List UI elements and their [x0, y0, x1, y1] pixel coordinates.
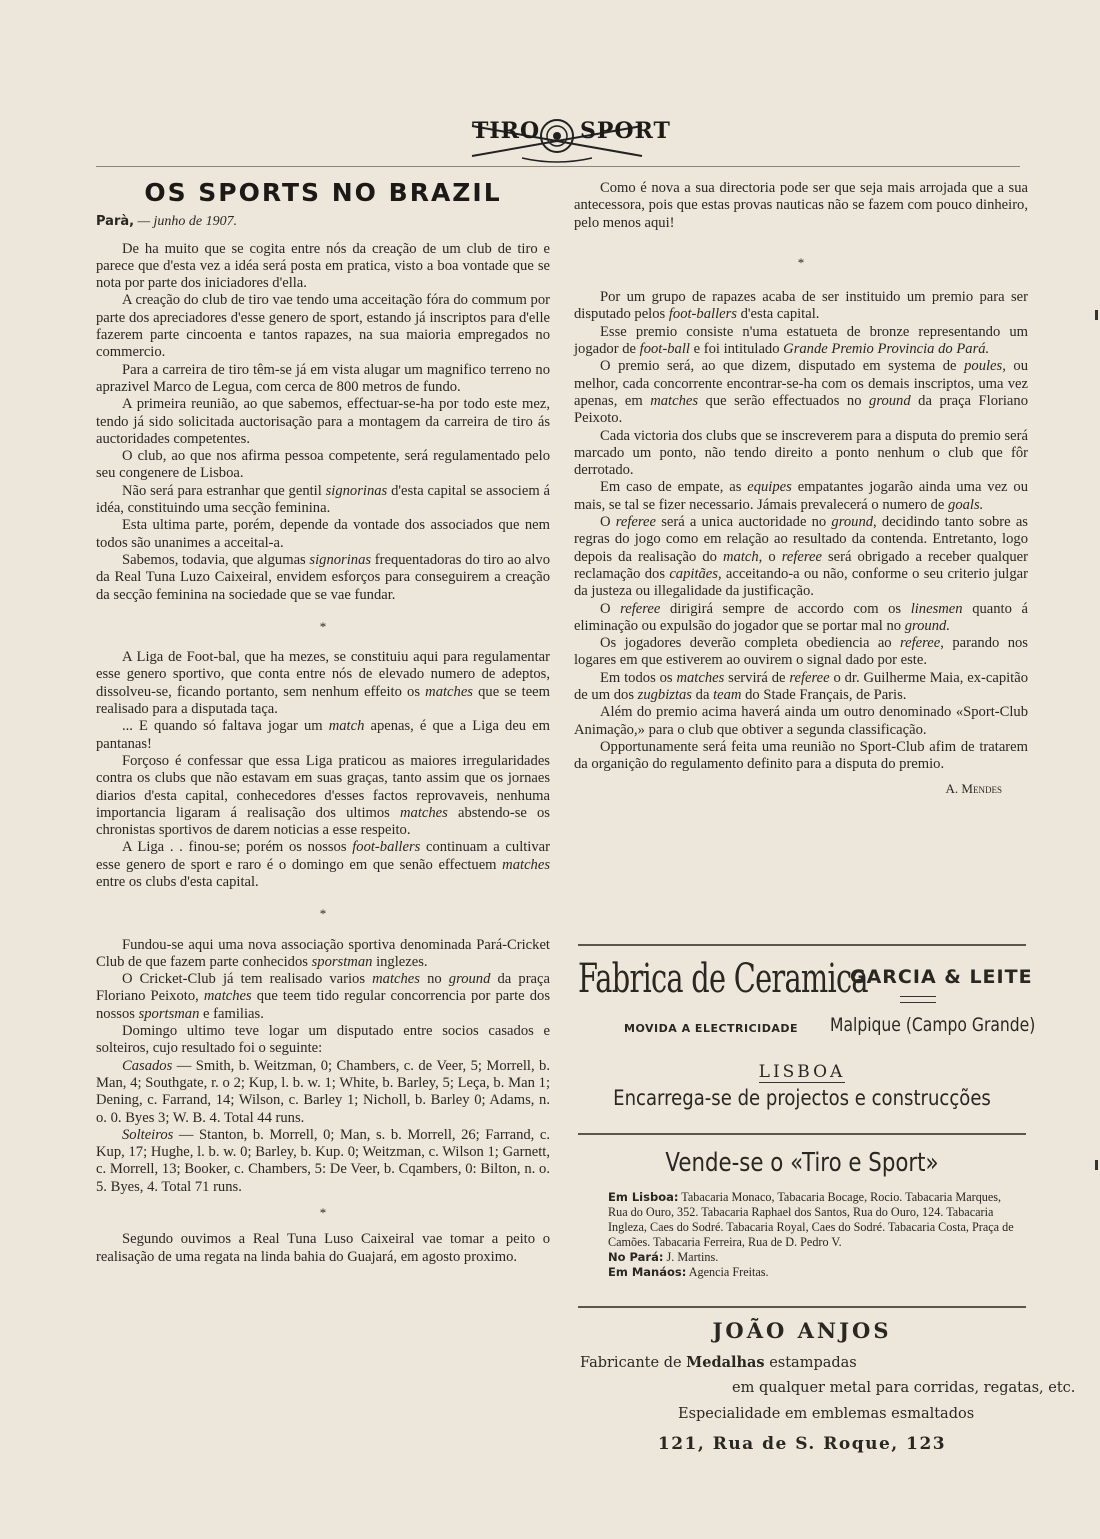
paragraph: Além do premio acima haverá ainda um outro denominado «Sport-Club Animação,» para o club que obtiver a segunda classificação. [574, 704, 1028, 738]
paragraph: Opportunamente será feita uma reunião no Sport-Club afim de tratarem da organição do regulamento definito para a disputa do premio. [574, 738, 1028, 773]
paragraph: O referee será a unica auctoridade no ground, decidindo tanto sobre as regras do jogo como em relação ao resultado da contenda. Entretanto, logo depois da realisação do match, o referee será obrigado a receber qualquer reclamação dos capitães, acceitando-a ou não, conforme o seu criterio julgar da justeza ou illegalidade da justificação. [574, 514, 1029, 600]
ceramica-name: Fabrica de Ceramica [578, 956, 868, 1002]
left-column [96, 180, 550, 1266]
vende-body [608, 1190, 1016, 1280]
anjos-line3: Especialidade em emblemas esmaltados [678, 1406, 975, 1422]
page-edge-mark [1095, 1160, 1098, 1170]
paragraph: De ha muito que se cogita entre nós da creação de um club de tiro e parece que d'esta vez a idéa será posta em pratica, visto a boa vontade que se nota por parte dos iniciadores d'ella. [96, 240, 550, 292]
paragraph: Os jogadores deverão completa obediencia ao referee, parando nos logares em que estiverem ao ouvirem o signal dado por este. [574, 635, 1028, 669]
paragraph: A primeira reunião, ao que sabemos, effectuar-se-ha por todo este mez, tendo já sido solicitada auctorisação para a montagem da carreira de tiro ás auctoridades competentes. [96, 396, 550, 447]
author-signature: A. Mendes [945, 780, 1002, 796]
ad-ceramica [578, 956, 1036, 1126]
paragraph: Não será para estranhar que gentil signorinas d'esta capital se associem á idéa, constituindo uma secção feminina. [96, 482, 550, 517]
ceramica-sub: MOVIDA A ELECTRICIDADE [624, 1022, 799, 1035]
firm-divider [900, 996, 936, 1003]
ad-anjos [578, 1318, 1076, 1468]
paragraph: Esse premio consiste n'uma estatueta de bronze representando um jogador de foot-ball e foi intitulado Grande Premio Provincia do Pará. [574, 323, 1028, 358]
ceramica-tagline: Encarrega-se de projectos e construcções [613, 1086, 991, 1110]
dateline [96, 213, 550, 230]
ad-vende [578, 1148, 1026, 1298]
paragraph: Por um grupo de rapazes acaba de ser instituido um premio para ser disputado pelos foot-ballers d'esta capital. [574, 289, 1028, 323]
section-asterisk: * [319, 1205, 327, 1221]
ceramica-address: Malpique (Campo Grande) [830, 1014, 1036, 1036]
section-asterisk: * [797, 254, 805, 270]
ad-divider [578, 1133, 1026, 1135]
paragraph: Cada victoria dos clubs que se inscreverem para a disputa do premio será marcado um ponto, não tendo direito a ponto nenhum o club que fôr derrotado. [574, 427, 1028, 479]
paragraph: O Cricket-Club já tem realisado varios matches no ground da praça Floriano Peixoto, matches que teem tido regular concorrencia por parte dos nossos sportsman e familias. [96, 971, 550, 1022]
article-title: OS SPORTS NO BRAZIL [144, 178, 502, 207]
ceramica-firm: GARCIA & LEITE [850, 966, 1033, 988]
masthead-emblem [462, 112, 671, 164]
ad-divider [578, 1306, 1026, 1308]
right-column [574, 180, 1028, 797]
ceramica-city: LISBOA [758, 1062, 846, 1082]
ad-divider [578, 944, 1026, 946]
vende-manaos: Em Manáos: Agencia Freitas. [608, 1265, 769, 1279]
paragraph: Como é nova a sua directoria pode ser que seja mais arrojada que a sua antecessora, pois que estas provas nauticas não se fazem com pouco dinheiro, pelo menos aqui! [574, 180, 1028, 231]
dateline-place: Parà, [96, 214, 135, 230]
paragraph: O club, ao que nos afirma pessoa competente, será regulamentado pelo seu congenere de Lisboa. [96, 448, 550, 482]
masthead-tiro: TIRO [472, 118, 541, 144]
paragraph: A Liga . . finou-se; porém os nossos foot-ballers continuam a cultivar esse genero de sport e raro é o domingo em que senão effectuem matches entre os clubs d'esta capital. [96, 839, 550, 890]
masthead-sport: SPORT [580, 118, 671, 144]
header-rule [96, 166, 1020, 167]
paragraph: Sabemos, todavia, que algumas signorinas frequentadoras do tiro ao alvo da Real Tuna Luzo Caixeiral, envidem esforços para conseguirem a creação da secção feminina na sociedade que se vae fundar. [96, 551, 550, 603]
anjos-line2: em qualquer metal para corridas, regatas, etc. [732, 1380, 1076, 1396]
paragraph: A creação do club de tiro vae tendo uma acceitação fóra do commum por parte dos apreciadores d'esse genero de sport, estando já inscriptos para d'elle fazerem parte cincoenta e tantos rapazes, na sua maioria empregados no commercio. [96, 292, 550, 361]
page-edge-mark [1095, 310, 1098, 320]
anjos-title: JOÃO ANJOS [712, 1318, 892, 1343]
section-asterisk: * [319, 618, 327, 634]
paragraph: Esta ultima parte, porém, depende da vontade dos associados que nem todos são unanimes a acceital-a. [96, 517, 550, 551]
vende-lisboa: Em Lisboa: Tabacaria Monaco, Tabacaria Bocage, Rocio. Tabacaria Marques, Rua do Ouro, 352. Tabacaria Raphael dos Santos, Rua do Ouro, 124. Tabacaria Ingleza, Caes do Sodré. Tabacaria Royal, Caes do Sodré. Tabacaria Costa, Praça de Camões. Tabacaria Ferreira, Rua de D. Pedro V. [608, 1190, 1014, 1249]
paragraph: Em todos os matches servirá de referee o dr. Guilherme Maia, ex-capitão de um dos zugbiztas da team do Stade Français, de Paris. [574, 669, 1028, 704]
paragraph: Domingo ultimo teve logar um disputado entre socios casados e solteiros, cujo resultado foi o seguinte: [96, 1023, 550, 1057]
paragraph: Segundo ouvimos a Real Tuna Luso Caixeiral vae tomar a peito o realisação de uma regata na linda bahia do Guajará, em agosto proximo. [96, 1231, 550, 1265]
anjos-address: 121, Rua de S. Roque, 123 [657, 1434, 947, 1454]
paragraph: Forçoso é confessar que essa Liga praticou as maiores irregularidades contra os clubs que não estavam em suas graças, tanto assim que os jornaes diarios d'esta capital, conhecedores d'esses factos reprovaveis, nenhuma importancia ligaram á realisação dos ultimos matches abstendo-se os chronistas sportivos de darem noticias a esse respeito. [96, 752, 550, 839]
paragraph: O referee dirigirá sempre de accordo com os linesmen quanto á eliminação ou expulsão do jogador que se portar mal no ground. [574, 600, 1028, 634]
paragraph: Em caso de empate, as equipes empatantes jogarão ainda uma vez ou mais, se tal se fizer necessario. Jámais prevalecerá o numero de goals. [574, 479, 1028, 513]
paragraph: Para a carreira de tiro têm-se já em vista alugar um magnifico terreno no aprazivel Marco de Legua, com cerca de 800 metros de fundo. [96, 361, 550, 395]
score-casados: Casados — Smith, b. Weitzman, 0; Chambers, c. de Veer, 5; Morrell, b. Man, 4; Southgate, r. o 2; Kup, l. b. w. 1; White, b. Barley, 5; Leça, b. Man 1; Dening, c. Farrand, 14; Wilson, c. Barley 1; Nicholl, b. Barley 0; Adams, n. o. 0. Byes 3; W. B. 4. Total 44 runs. [96, 1057, 550, 1126]
paragraph: ... E quando só faltava jogar um match apenas, é que a Liga deu em pantanas! [96, 718, 550, 752]
paragraph: A Liga de Foot-bal, que ha mezes, se constituiu aqui para regulamentar esse genero sportivo, que conta entre nós de elevado numero de adeptos, dissolveu-se, ficando portanto, sem nenhum effeito os matches que se teem realisado para a disputada taça. [96, 649, 550, 718]
score-solteiros: Solteiros — Stanton, b. Morrell, 0; Man, s. b. Morrell, 26; Farrand, c. Kup, 17; Hughe, l. b. w. 0; Barley, b. Kup. 0; Weitzman, c. Wilson 1; Garnett, c. Morrell, 13; Booker, c. Chambers, 5: De Veer, b. Cqambers, 0: Bilton, n. o. 5. Byes, 4. Total 71 runs. [96, 1126, 550, 1195]
section-asterisk: * [319, 906, 327, 922]
vende-title: Vende-se o «Tiro e Sport» [665, 1148, 939, 1178]
vende-para: No Pará: J. Martins. [608, 1250, 719, 1264]
dateline-date: — junho de 1907. [137, 214, 238, 230]
paragraph: O premio será, ao que dizem, disputado em systema de poules, ou melhor, cada concorrente encontrar-se-ha com os demais inscriptos, uma vez apenas, em matches que serão effectuados no ground da praça Floriano Peixoto. [574, 358, 1028, 427]
anjos-line1: Fabricante de Medalhas estampadas [580, 1354, 857, 1371]
paragraph: Fundou-se aqui uma nova associação sportiva denominada Pará-Cricket Club de que fazem parte conhecidos sporstman inglezes. [96, 936, 550, 970]
